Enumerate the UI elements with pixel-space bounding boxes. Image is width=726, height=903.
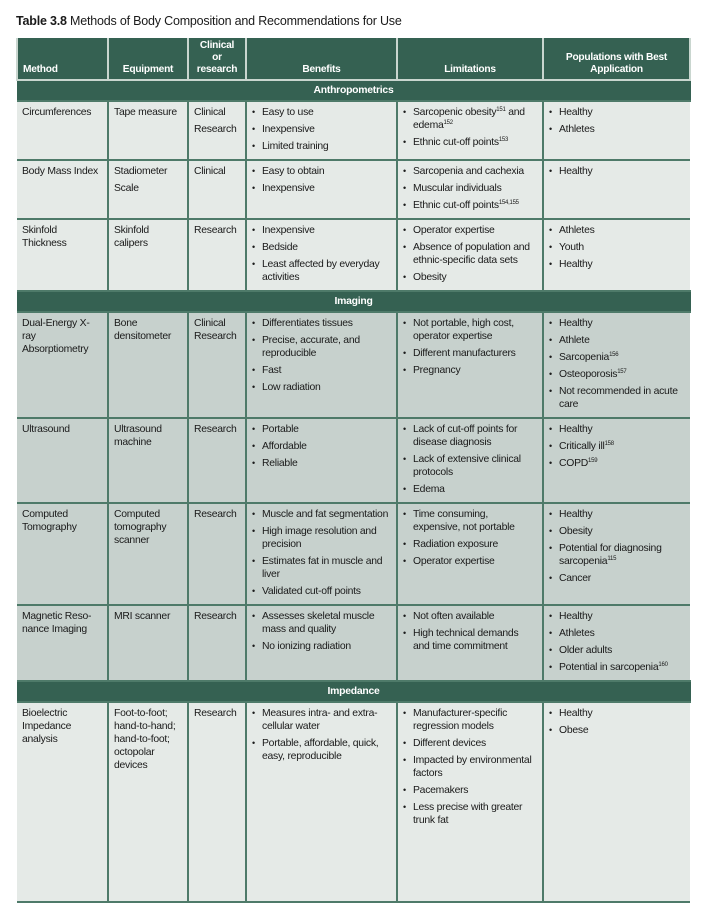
item-text: Healthy [559, 107, 593, 118]
item-text: Lack of cut-off points for disease diagnosis [413, 424, 518, 448]
benefit-item: • Fast [252, 364, 391, 377]
benefit-item: • Differentiates tissues [252, 317, 391, 330]
population-item [549, 423, 685, 436]
benefits-cell [246, 503, 397, 605]
benefit-item: • High image resolution and precision [252, 525, 391, 551]
method-cell: Circumferences [17, 101, 108, 160]
limitation-item [403, 271, 537, 284]
limitation-item [403, 165, 537, 178]
item-text: Not often available [413, 611, 495, 622]
setting-value: Clinical [194, 107, 226, 118]
equipment-value: Stadiometer [114, 166, 168, 177]
equipment-value: Tape measure [114, 107, 177, 118]
population-item [549, 106, 685, 119]
header-setting: Clinical or research [188, 38, 246, 80]
item-text: Osteoporosis [559, 369, 618, 380]
reference-superscript: 156 [609, 352, 619, 358]
benefit-item: • Inexpensive [252, 224, 391, 237]
equipment-cell [108, 101, 188, 160]
setting-value: Research [194, 708, 237, 719]
equipment-value: MRI scanner [114, 611, 171, 622]
equipment-cell [108, 219, 188, 291]
benefit-item: • Reliable [252, 457, 391, 470]
limitation-item [403, 483, 537, 496]
population-item [549, 610, 685, 623]
setting-cell [188, 101, 246, 160]
item-text: Pacemakers [413, 785, 469, 796]
population-item [549, 661, 685, 674]
limitations-cell [397, 702, 543, 902]
benefit-item: • Easy to obtain [252, 165, 391, 178]
table-caption: Methods of Body Composition and Recommendations for Use [66, 14, 402, 28]
population-item [549, 542, 685, 568]
method-cell: Dual-Energy X-ray Absorptiometry [17, 312, 108, 418]
populations-cell [543, 101, 690, 160]
populations-cell [543, 702, 690, 902]
limitation-item [403, 610, 537, 623]
table-row [17, 605, 690, 681]
item-text: Sarcopenic obesity [413, 107, 497, 118]
benefits-cell [246, 101, 397, 160]
limitation-item [403, 453, 537, 479]
setting-value: Research [194, 611, 237, 622]
population-item [549, 368, 685, 381]
population-item [549, 334, 685, 347]
method-cell: Body Mass Index [17, 160, 108, 219]
limitation-item [403, 199, 537, 212]
population-item [549, 440, 685, 453]
reference-superscript: 154,155 [498, 200, 519, 206]
method-cell: Bioelectric Impedance analysis [17, 702, 108, 902]
item-text: Operator expertise [413, 225, 495, 236]
benefit-item: • Affordable [252, 440, 391, 453]
item-text: Potential in sarcopenia [559, 662, 659, 673]
limitation-item [403, 224, 537, 237]
header-equipment: Equipment [108, 38, 188, 80]
limitation-item [403, 627, 537, 653]
item-text: Athlete [559, 335, 590, 346]
item-text: Healthy [559, 318, 593, 329]
setting-cell [188, 219, 246, 291]
benefits-cell [246, 702, 397, 902]
header-method: Method [17, 38, 108, 80]
item-text: Radiation exposure [413, 539, 499, 550]
section-row-impedance [17, 681, 690, 702]
item-text: COPD [559, 458, 589, 469]
item-text: Sarcopenia [559, 352, 610, 363]
setting-cell [188, 605, 246, 681]
item-text: Healthy [559, 166, 593, 177]
limitation-item [403, 801, 537, 827]
equipment-value: Bone densitometer [114, 318, 172, 342]
benefit-item: • Measures intra- and extra-cellular water [252, 707, 391, 733]
setting-cell [188, 702, 246, 902]
reference-superscript: 158 [604, 441, 614, 447]
benefit-item: • Inexpensive [252, 182, 391, 195]
limitation-item [403, 737, 537, 750]
benefit-item: • Portable [252, 423, 391, 436]
item-text: Critically ill [559, 441, 605, 452]
population-item [549, 508, 685, 521]
populations-cell [543, 219, 690, 291]
item-text: Youth [559, 242, 584, 253]
item-text: Time consuming, expensive, not portable [413, 509, 515, 533]
table-body [17, 80, 690, 902]
table-row [17, 418, 690, 503]
equipment-cell [108, 312, 188, 418]
limitations-cell [397, 101, 543, 160]
population-item [549, 385, 685, 411]
population-item [549, 525, 685, 538]
benefit-item: • Limited training [252, 140, 391, 153]
item-text: Not portable, high cost, operator expertise [413, 318, 514, 342]
reference-superscript: 151 [496, 107, 506, 113]
benefit-item: • Precise, accurate, and reproducible [252, 334, 391, 360]
equipment-cell [108, 418, 188, 503]
header-limitations: Limitations [397, 38, 543, 80]
method-cell: Skinfold Thickness [17, 219, 108, 291]
section-title: Impedance [17, 681, 690, 702]
item-text: and edema [413, 107, 525, 131]
item-text: Healthy [559, 424, 593, 435]
header-populations: Populations with Best Application [543, 38, 690, 80]
item-text: Muscular individuals [413, 183, 502, 194]
limitation-item [403, 754, 537, 780]
limitation-item [403, 423, 537, 449]
item-text: Sarcopenia and cachexia [413, 166, 524, 177]
benefit-item: • Bedside [252, 241, 391, 254]
benefits-cell [246, 219, 397, 291]
population-item [549, 241, 685, 254]
equipment-cell [108, 503, 188, 605]
item-text: Edema [413, 484, 445, 495]
benefit-item: • Easy to use [252, 106, 391, 119]
population-item [549, 258, 685, 271]
item-text: Healthy [559, 708, 593, 719]
method-cell: Magnetic Reso-nance Imaging [17, 605, 108, 681]
setting-value: Research [194, 424, 237, 435]
limitation-item [403, 317, 537, 343]
populations-cell [543, 503, 690, 605]
population-item [549, 724, 685, 737]
populations-cell [543, 160, 690, 219]
populations-cell [543, 312, 690, 418]
section-title: Anthropometrics [17, 80, 690, 101]
table-row [17, 101, 690, 160]
population-item [549, 351, 685, 364]
benefit-item: • Inexpensive [252, 123, 391, 136]
benefit-item: • Low radiation [252, 381, 391, 394]
item-text: Athletes [559, 124, 595, 135]
limitation-item [403, 347, 537, 360]
item-text: Cancer [559, 573, 591, 584]
benefit-item: • Validated cut-off points [252, 585, 391, 598]
item-text: Obesity [413, 272, 447, 283]
section-row-imaging [17, 291, 690, 312]
equipment-value: Computed tomography scanner [114, 509, 167, 546]
section-row-anthropometrics [17, 80, 690, 101]
benefit-item: • No ionizing radiation [252, 640, 391, 653]
item-text: Lack of extensive clinical protocols [413, 454, 521, 478]
limitations-cell [397, 219, 543, 291]
population-item [549, 457, 685, 470]
reference-superscript: 152 [443, 120, 453, 126]
reference-superscript: 157 [617, 369, 627, 375]
limitations-cell [397, 418, 543, 503]
benefit-item: • Least affected by everyday activities [252, 258, 391, 284]
reference-superscript: 153 [498, 137, 509, 143]
item-text: Different devices [413, 738, 486, 749]
item-text: Athletes [559, 225, 595, 236]
limitations-cell [397, 503, 543, 605]
equipment-value: Ultrasound machine [114, 424, 162, 448]
item-text: Obese [559, 725, 589, 736]
item-text: Less precise with greater trunk fat [413, 802, 523, 826]
table-row [17, 312, 690, 418]
section-title: Imaging [17, 291, 690, 312]
limitations-cell [397, 605, 543, 681]
benefits-cell [246, 418, 397, 503]
limitation-item [403, 555, 537, 568]
limitation-item [403, 538, 537, 551]
item-text: Healthy [559, 259, 593, 270]
table-row [17, 219, 690, 291]
setting-value: Clinical Research [194, 318, 237, 342]
setting-cell [188, 160, 246, 219]
limitation-item [403, 106, 537, 132]
item-text: Healthy [559, 509, 593, 520]
table-number: Table 3.8 [16, 14, 67, 28]
item-text: Potential for diagnosing sarcopenia [559, 543, 662, 567]
population-item [549, 165, 685, 178]
population-item [549, 572, 685, 585]
item-text: Ethnic cut-off points [413, 137, 499, 148]
population-item [549, 707, 685, 720]
benefit-item: • Estimates fat in muscle and liver [252, 555, 391, 581]
item-text: Not recommended in acute care [559, 386, 678, 410]
limitation-item [403, 508, 537, 534]
population-item [549, 317, 685, 330]
equipment-cell [108, 702, 188, 902]
population-item [549, 644, 685, 657]
benefit-item: • Muscle and fat segmentation [252, 508, 391, 521]
setting-cell [188, 312, 246, 418]
item-text: Manufacturer-specific regression models [413, 708, 508, 732]
population-item [549, 627, 685, 640]
item-text: Different manufacturers [413, 348, 516, 359]
table-row [17, 503, 690, 605]
setting-cell [188, 418, 246, 503]
benefit-item: • Portable, affordable, quick, easy, reproducible [252, 737, 391, 763]
table-row [17, 160, 690, 219]
item-text: Pregnancy [413, 365, 461, 376]
table-title [16, 14, 402, 28]
limitation-item [403, 364, 537, 377]
benefit-item: • Assesses skeletal muscle mass and quality [252, 610, 391, 636]
population-item [549, 224, 685, 237]
item-text: Impacted by environmental factors [413, 755, 532, 779]
item-text: Older adults [559, 645, 613, 656]
body-composition-table [16, 38, 691, 903]
setting-cell [188, 503, 246, 605]
item-text: Operator expertise [413, 556, 495, 567]
limitations-cell [397, 312, 543, 418]
limitation-item [403, 241, 537, 267]
header-benefits: Benefits [246, 38, 397, 80]
table-row [17, 702, 690, 902]
limitation-item [403, 136, 537, 149]
equipment-value: Scale [114, 183, 139, 194]
equipment-value: Foot-to-foot; hand-to-hand; hand-to-foot; octopolar devices [114, 708, 176, 771]
reference-superscript: 115 [607, 556, 617, 562]
setting-value: Research [194, 124, 237, 135]
populations-cell [543, 418, 690, 503]
setting-value: Research [194, 225, 237, 236]
reference-superscript: 160 [658, 662, 668, 668]
item-text: Obesity [559, 526, 593, 537]
limitation-item [403, 182, 537, 195]
benefits-cell [246, 312, 397, 418]
setting-value: Clinical [194, 166, 226, 177]
benefits-cell [246, 160, 397, 219]
equipment-value: Skinfold calipers [114, 225, 149, 249]
limitation-item [403, 707, 537, 733]
setting-value: Research [194, 509, 237, 520]
item-text: High technical demands and time commitment [413, 628, 519, 652]
item-text: Athletes [559, 628, 595, 639]
reference-superscript: 159 [588, 458, 598, 464]
populations-cell [543, 605, 690, 681]
method-cell: Ultrasound [17, 418, 108, 503]
equipment-cell [108, 160, 188, 219]
limitations-cell [397, 160, 543, 219]
item-text: Ethnic cut-off points [413, 200, 499, 211]
item-text: Absence of population and ethnic-specific data sets [413, 242, 530, 266]
equipment-cell [108, 605, 188, 681]
population-item [549, 123, 685, 136]
benefits-cell [246, 605, 397, 681]
header-row [17, 38, 690, 80]
item-text: Healthy [559, 611, 593, 622]
method-cell: Computed Tomography [17, 503, 108, 605]
limitation-item [403, 784, 537, 797]
